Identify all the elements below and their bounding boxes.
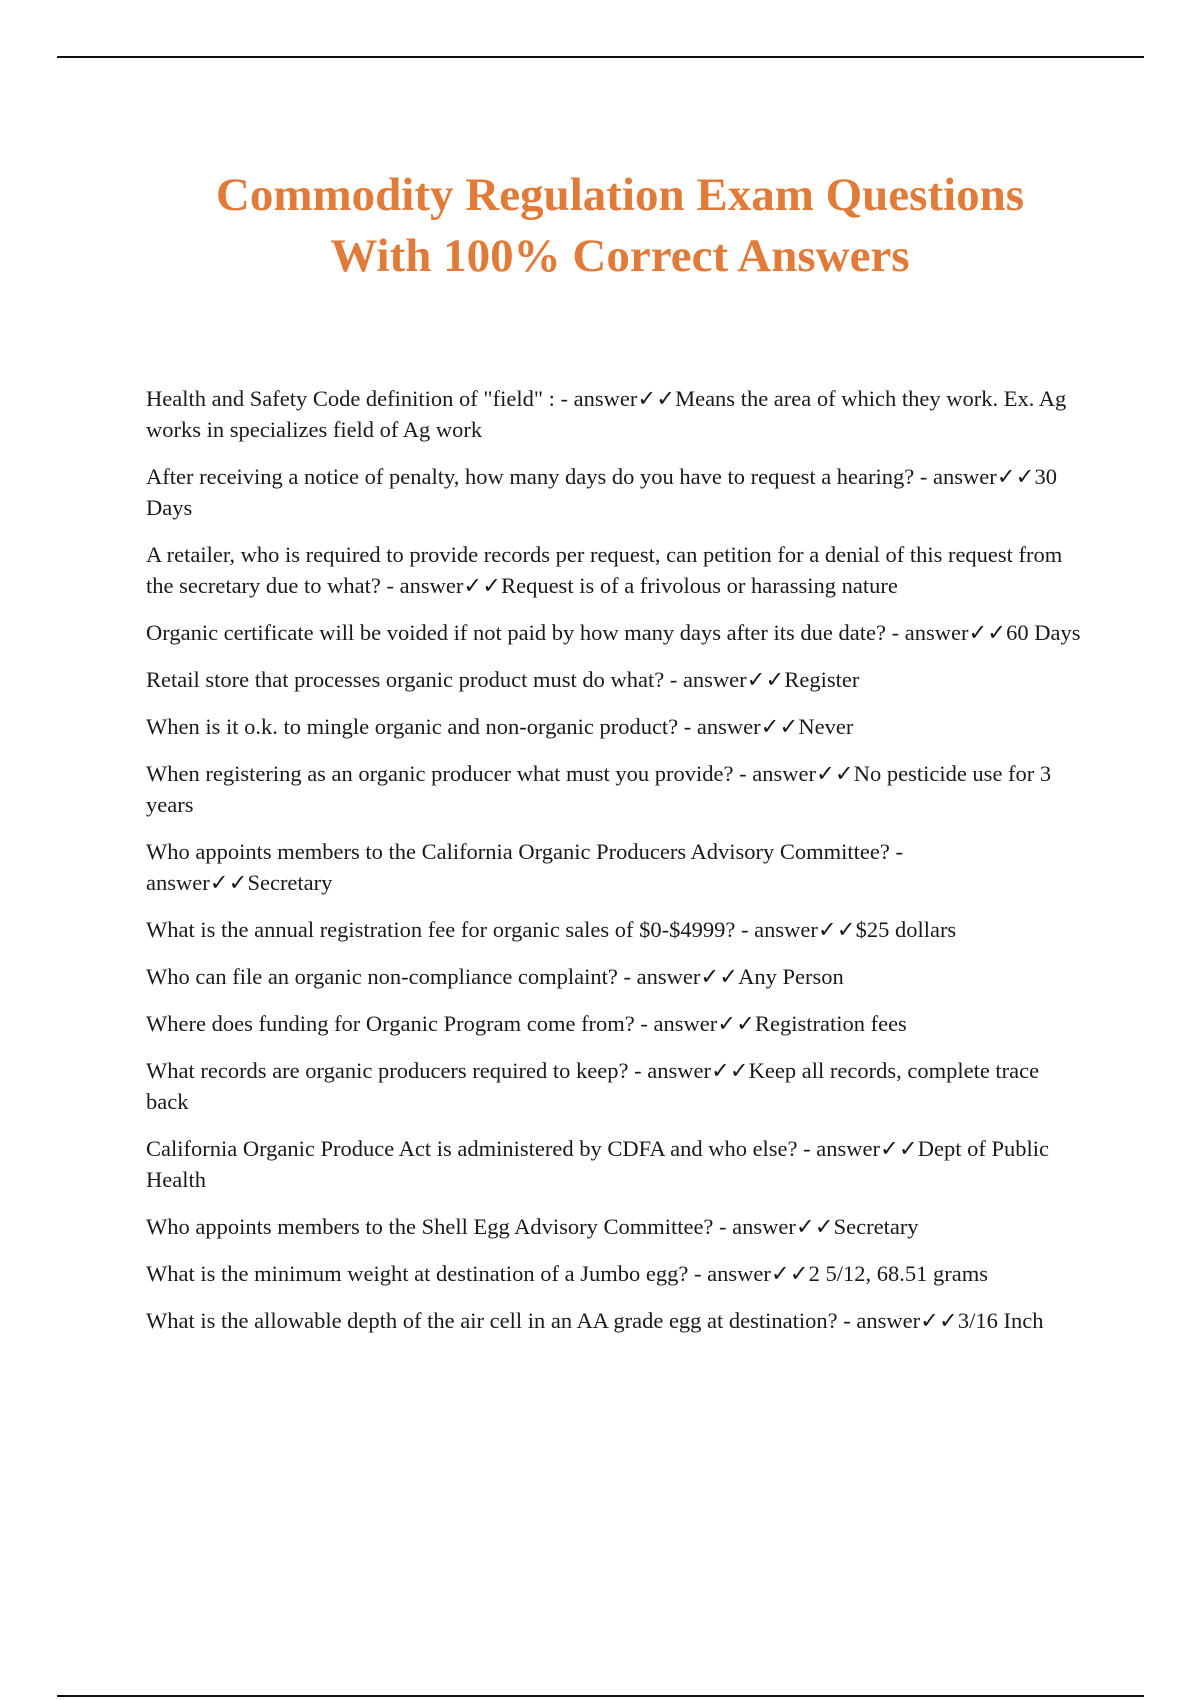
- double-check-icon: ✓✓: [717, 1011, 755, 1036]
- double-check-icon: ✓✓: [816, 761, 854, 786]
- answer-prefix: - answer: [713, 1214, 796, 1239]
- question-text: Where does funding for Organic Program come from?: [146, 1011, 635, 1036]
- question-text: When registering as an organic producer what must you provide?: [146, 761, 734, 786]
- answer-prefix: - answer: [837, 1308, 921, 1333]
- answer-prefix: - answer: [664, 667, 747, 692]
- answer-text: No pesticide use for 3 years: [146, 761, 1052, 817]
- double-check-icon: ✓✓: [795, 1214, 834, 1239]
- double-check-icon: ✓✓: [209, 870, 248, 895]
- qa-item: [146, 1133, 1086, 1195]
- double-check-icon: ✓✓: [968, 620, 1007, 645]
- title-line-2: With 100% Correct Answers: [330, 230, 910, 282]
- answer-prefix: - answer: [146, 839, 903, 895]
- answer-prefix: - answer: [380, 573, 464, 598]
- answer-text: Means the area of which they work. Ex. Ag works in specializes field of Ag work: [146, 386, 1067, 442]
- answer-text: $25 dollars: [855, 917, 957, 942]
- double-check-icon: ✓✓: [920, 1308, 958, 1333]
- question-text: What records are organic producers required to keep?: [146, 1058, 629, 1083]
- answer-prefix: - answer: [914, 464, 997, 489]
- answer-text: 2 5/12, 68.51 grams: [808, 1261, 988, 1286]
- answer-prefix: - answer: [885, 620, 969, 645]
- qa-item: [146, 1055, 1086, 1117]
- question-text: Who can file an organic non-compliance complaint?: [146, 964, 618, 989]
- qa-item: [146, 1258, 1086, 1289]
- double-check-icon: ✓✓: [637, 386, 676, 411]
- answer-text: Register: [784, 667, 860, 692]
- qa-item: [146, 617, 1086, 648]
- qa-item: [146, 836, 1086, 898]
- bottom-rule: [57, 1695, 1144, 1697]
- answer-text: Registration fees: [754, 1011, 907, 1036]
- answer-text: Never: [798, 714, 854, 739]
- qa-item: [146, 664, 1086, 695]
- answer-prefix: - answer: [554, 386, 638, 411]
- qa-item: [146, 914, 1086, 945]
- qa-item: [146, 1211, 1086, 1242]
- question-text: Retail store that processes organic product must do what?: [146, 667, 665, 692]
- question-text: Organic certificate will be voided if not paid by how many days after its due date?: [146, 620, 886, 645]
- title-line-1: Commodity Regulation Exam Questions: [215, 169, 1025, 221]
- answer-prefix: - answer: [735, 917, 818, 942]
- answer-text: Dept of Public Health: [146, 1136, 1049, 1192]
- answer-prefix: - answer: [628, 1058, 711, 1083]
- question-text: Who appoints members to the California Organic Producers Advisory Committee?: [146, 839, 890, 864]
- qa-item: [146, 711, 1086, 742]
- answer-text: Request is of a frivolous or harassing nature: [501, 573, 898, 598]
- answer-prefix: - answer: [678, 714, 761, 739]
- answer-text: 30 Days: [146, 464, 1057, 520]
- qa-item: [146, 1305, 1086, 1336]
- question-text: What is the annual registration fee for organic sales of $0-$4999?: [146, 917, 736, 942]
- page-title: [0, 165, 1200, 287]
- double-check-icon: ✓✓: [996, 464, 1035, 489]
- answer-prefix: - answer: [733, 761, 816, 786]
- double-check-icon: ✓✓: [880, 1136, 918, 1161]
- answer-text: 60 Days: [1006, 620, 1081, 645]
- question-text: What is the minimum weight at destination of a Jumbo egg?: [146, 1261, 689, 1286]
- double-check-icon: ✓✓: [710, 1058, 749, 1083]
- question-text: When is it o.k. to mingle organic and non-organic product?: [146, 714, 679, 739]
- answer-text: Secretary: [833, 1214, 919, 1239]
- question-text: Health and Safety Code definition of "field" :: [146, 386, 555, 411]
- top-rule: [57, 56, 1144, 58]
- qa-item: [146, 961, 1086, 992]
- question-text: What is the allowable depth of the air cell in an AA grade egg at destination?: [146, 1308, 838, 1333]
- answer-prefix: - answer: [617, 964, 701, 989]
- double-check-icon: ✓✓: [817, 917, 856, 942]
- question-text: California Organic Produce Act is administered by CDFA and who else?: [146, 1136, 798, 1161]
- answer-prefix: - answer: [688, 1261, 771, 1286]
- double-check-icon: ✓✓: [770, 1261, 809, 1286]
- answer-text: Secretary: [247, 870, 333, 895]
- question-text: A retailer, who is required to provide records per request, can petition for a denial of this request from the secretary due to what?: [146, 542, 1063, 598]
- double-check-icon: ✓✓: [463, 573, 502, 598]
- question-text: After receiving a notice of penalty, how many days do you have to request a hearing?: [146, 464, 915, 489]
- qa-item: [146, 758, 1086, 820]
- answer-text: Any Person: [738, 964, 844, 989]
- double-check-icon: ✓✓: [700, 964, 739, 989]
- answer-prefix: - answer: [797, 1136, 881, 1161]
- answer-text: Keep all records, complete trace back: [146, 1058, 1040, 1114]
- qa-list: [146, 383, 1086, 1352]
- answer-prefix: - answer: [634, 1011, 718, 1036]
- double-check-icon: ✓✓: [746, 667, 785, 692]
- qa-item: [146, 461, 1086, 523]
- double-check-icon: ✓✓: [760, 714, 799, 739]
- question-text: Who appoints members to the Shell Egg Advisory Committee?: [146, 1214, 714, 1239]
- qa-item: [146, 539, 1086, 601]
- qa-item: [146, 383, 1086, 445]
- qa-item: [146, 1008, 1086, 1039]
- answer-text: 3/16 Inch: [957, 1308, 1044, 1333]
